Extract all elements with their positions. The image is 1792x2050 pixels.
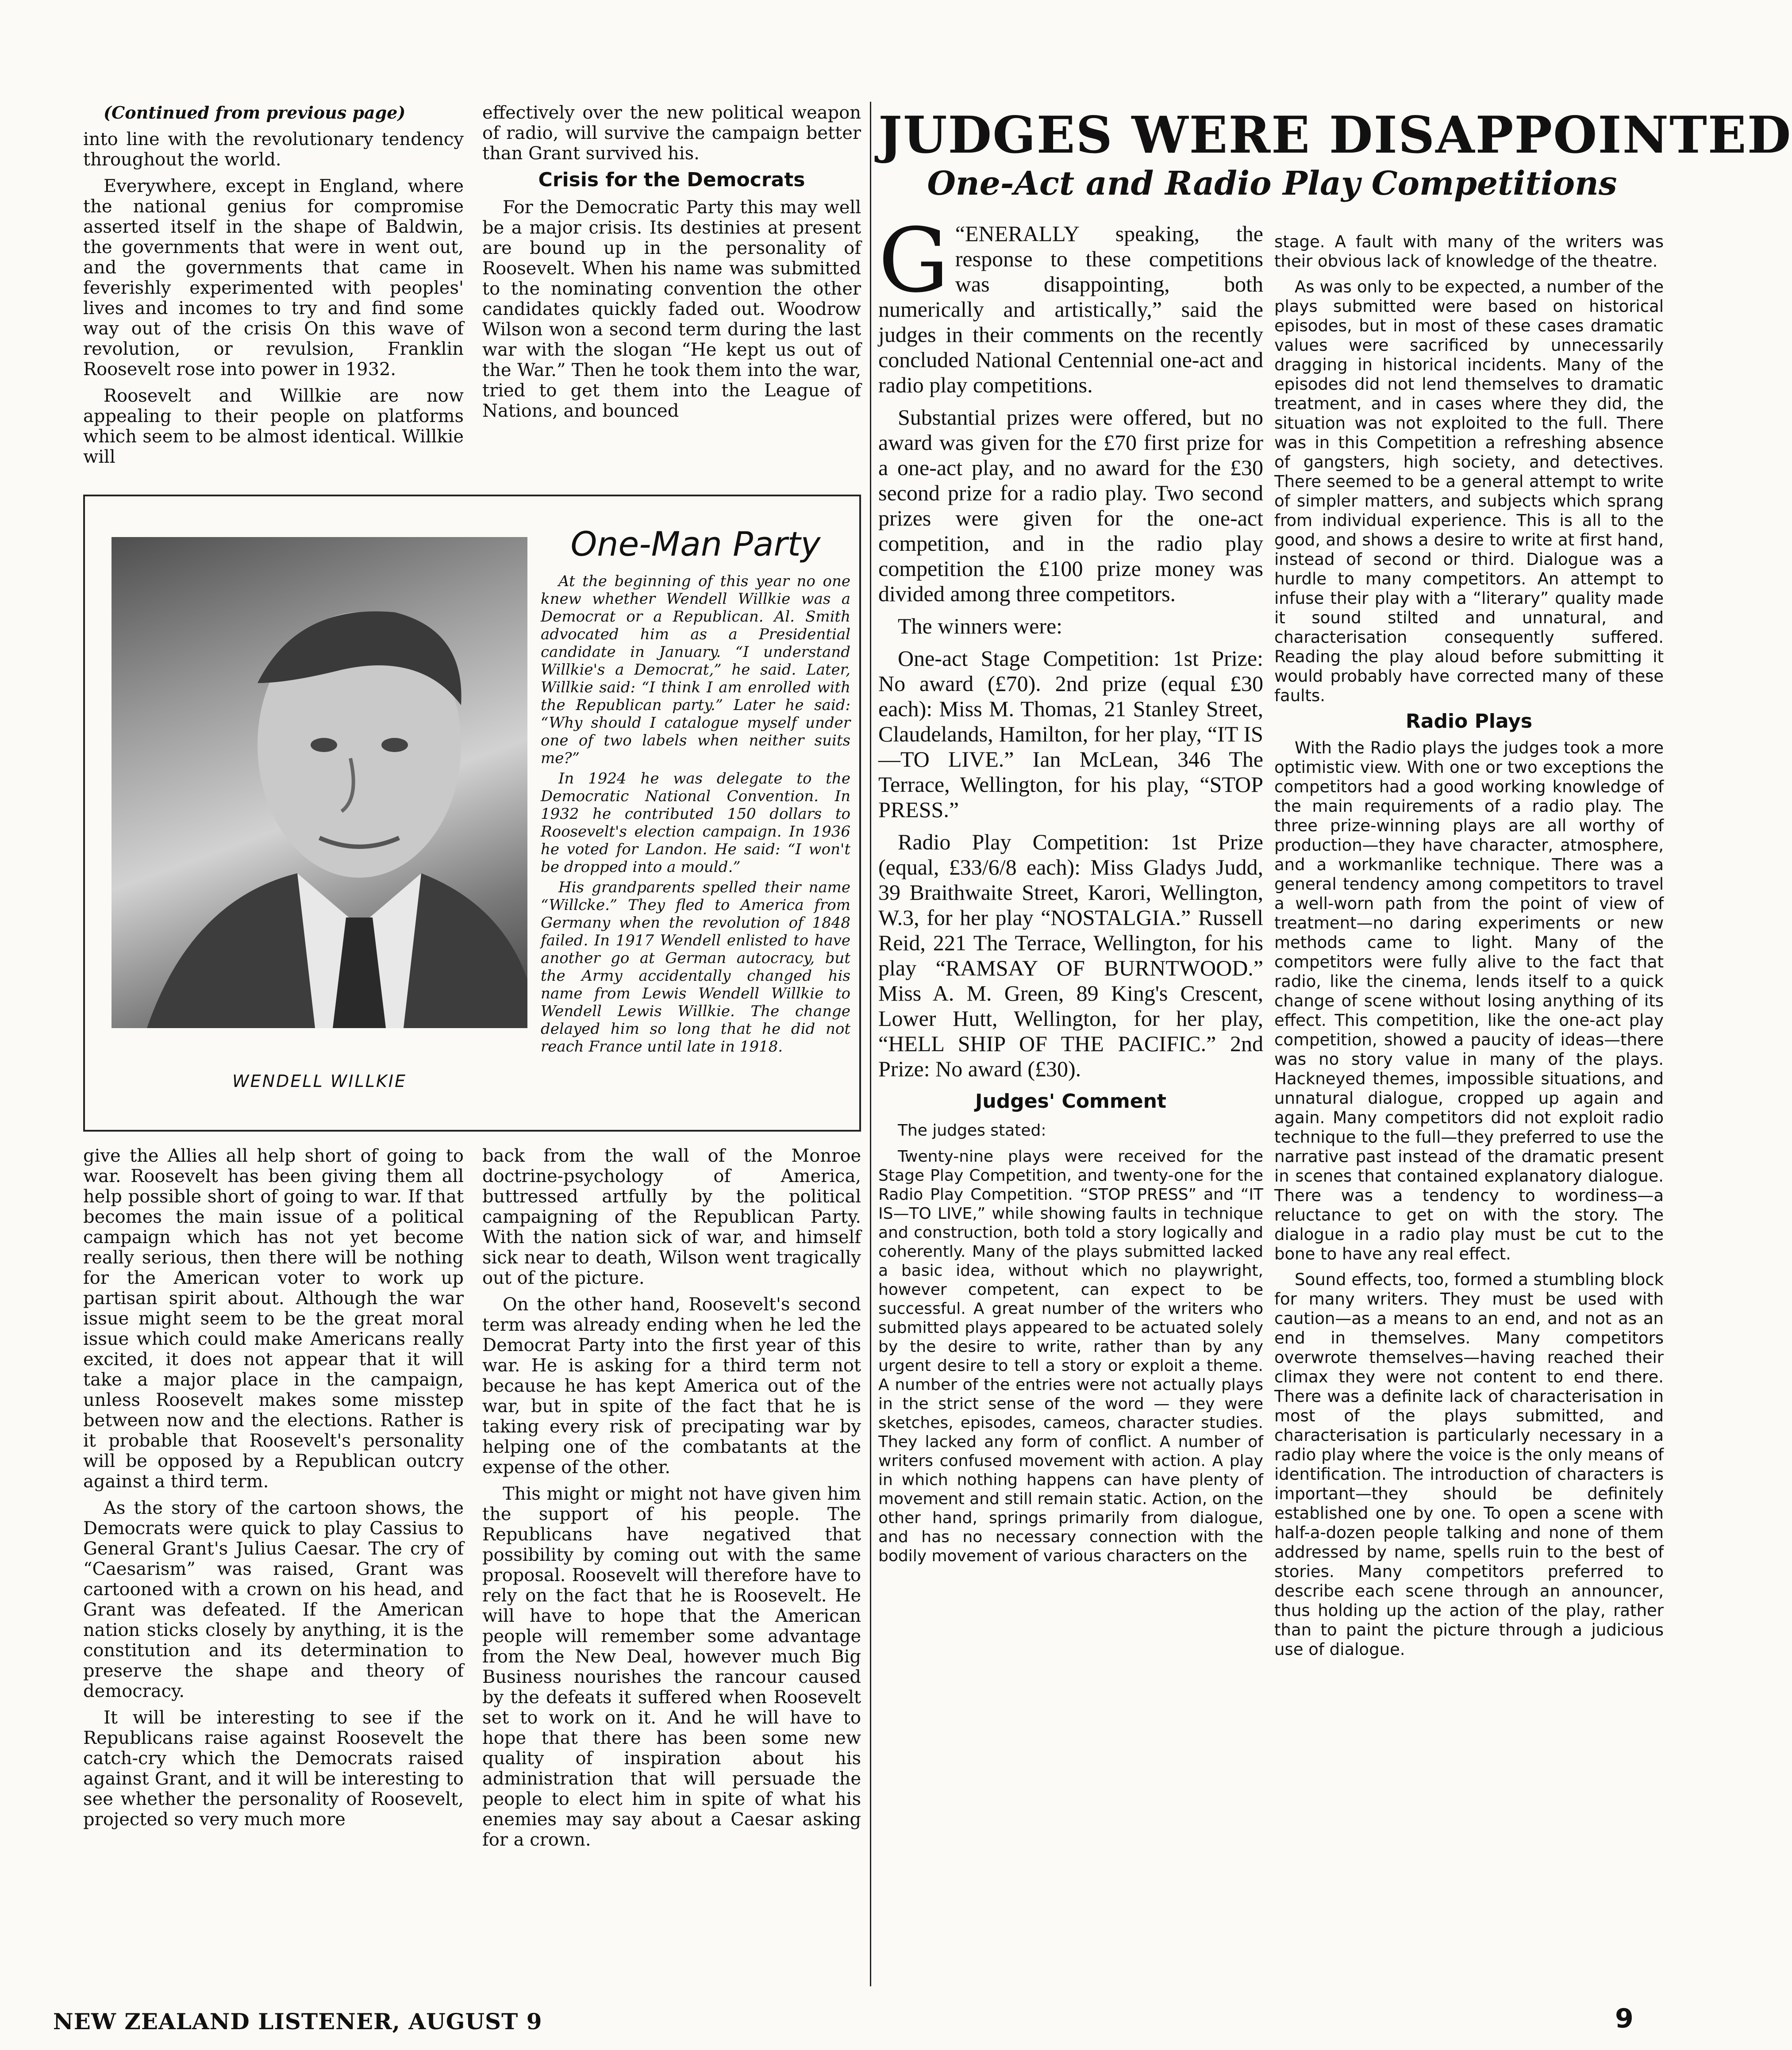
- box-title: One-Man Party: [570, 524, 821, 564]
- column-3: [878, 209, 1263, 1573]
- column-2-top: [482, 103, 861, 427]
- right-para-1: stage. A fault with many of the writers was their obvious lack of knowledge of the theatre.: [1274, 232, 1664, 271]
- one-man-party-box: [83, 495, 861, 1132]
- radio-para-2: Sound effects, too, formed a stumbling block for many writers. They must be used with caution—as a means to an end, and not as an end in themselves. Many competitors overwrote themselves—having reached their climax they were not content to end there. There was a definite lack of characterisation in most of the plays submitted, and characterisation is particularly necessary in a radio play where the voice is the only means of identification. The introduction of characters is important—they should be definitely established one by one. To open a scene with half-a-dozen people talking and none of them addressed by name, spells ruin to the best of stories. Many competitors preferred to describe each scene through an announcer, thus holding up the action of the play, rather than to paint the picture through a judicious use of dialogue.: [1274, 1270, 1664, 1659]
- article-subheadline: One-Act and Radio Play Competitions: [927, 165, 1617, 203]
- publication-footer: NEW ZEALAND LISTENER, AUGUST 9: [53, 2008, 542, 2035]
- portrait-illustration: [112, 537, 527, 1028]
- judges-comment-heading: Judges' Comment: [975, 1090, 1166, 1113]
- column-2-bottom: [482, 1146, 861, 1856]
- box-para-1: At the beginning of this year no one knew whether Wendell Willkie was a Democrat or a Republican. Al. Smith advocated him as a Presidential candidate in January. “I understand Willkie's a Democrat,” he said. Later, Willkie said: “I think I am enrolled with the Republican party.” Later he said: “Why should I catalogue myself under one of two labels when neither suits me?”: [541, 572, 850, 767]
- article-lead-text: ENERALLY speaking, the response to these competitions was disappointing, both numerically and artistically,” said the judges in their comments on the recently concluded National Centennial one-act and radio play competitions.: [878, 221, 1263, 397]
- judges-comment-body: [878, 1121, 1263, 1566]
- comment-para-2: Twenty-nine plays were received for the Stage Play Competition, and twenty-one for the Radio Play Competition. “STOP PRESS” and “IT IS—TO LIVE,” while showing faults in technique and construction, both told a story logically and coherently. Many of the plays submitted lacked a basic idea, without which no playwright, however competent, can expect to be successful. A great number of the writers who submitted plays appeared to be actuated solely by the desire to write, rather than by any urgent desire to tell a story or exploit a theme. A number of the entries were not actually plays in the strict sense of the word — they were sketches, episodes, cameos, character studies. They lacked any form of conflict. A number of writers confused movement with action. A play in which nothing happens can have plenty of movement and still remain static. Action, on the other hand, springs primarily from dialogue, and has no necessary connection with the bodily movement of various characters on the: [878, 1148, 1263, 1565]
- box-para-3: His grandparents spelled their name “Willcke.” They fled to America from Germany when the revolution of 1848 failed. In 1917 Wendell enlisted to have another go at German autocracy, but the Army accidentally changed his name from Lewis Wendell Willkie to Wendell Lewis Willkie. The change delayed him so long that he did not reach France until late in 1918.: [541, 879, 850, 1056]
- col1-bottom-para-1: give the Allies all help short of going to war. Roosevelt has been giving them all help possible short of going to war. If that becomes the main issue of a political campaign which has not yet become really serious, then there will be nothing for the American voter to work up partisan spirit about. Although the war issue might seem to be the great moral issue which could make Americans really excited, it does not appear that it will take a major place in the campaign, unless Roosevelt makes some misstep between now and the elections. Rather is it probable that Roosevelt's personality will be opposed by a Republican outcry against a third term.: [83, 1146, 464, 1492]
- col1-bottom-para-2: As the story of the cartoon shows, the Democrats were quick to play Cassius to General Grant's Julius Caesar. The cry of “Caesarism” was raised, Grant was cartooned with a crown on his head, and Grant was defeated. If the American nation sticks closely by anything, it is the constitution and its determination to preserve the shape and theory of democracy.: [83, 1498, 464, 1701]
- section-heading-crisis: Crisis for the Democrats: [538, 169, 805, 191]
- col2-bottom-para-1: back from the wall of the Monroe doctrine-psychology of America, buttressed artfully by the political campaigning of the Republican Party. With the nation sick of war, and himself sick near to death, Wilson went tragically out of the picture.: [482, 1146, 861, 1288]
- column-1-top: [83, 103, 464, 473]
- open-quote: “: [955, 221, 965, 246]
- article-para-2: Substantial prizes were offered, but no award was given for the £70 first prize for a one-act play, and no award for the £30 second prize for a radio play. Two second prizes were given for the one-act competition, and in the radio play competition the £100 prize money was divided among three competitors.: [878, 405, 1263, 606]
- col1-bottom-para-3: It will be interesting to see if the Republicans raise against Roosevelt the catch-cry which the Democrats raised against Grant, and it will be interesting to see whether the personality of Roosevelt, projected so very much more: [83, 1708, 464, 1830]
- box-text: [541, 572, 850, 1058]
- winners-radio: Radio Play Competition: 1st Prize (equal, £33/6/8 each): Miss Gladys Judd, 39 Braithwaite Street, Karori, Wellington, W.3, for her play “NOSTALGIA.” Russell Reid, 221 The Terrace, Wellington, for his play “RAMSAY OF BURNTWOOD.” Miss A. M. Green, 89 King's Crescent, Lower Hutt, Wellington, for her play, “HELL SHIP OF THE PACIFIC.” 2nd Prize: No award (£30).: [878, 829, 1263, 1081]
- column-1-bottom: [83, 1146, 464, 1836]
- right-para-2: As was only to be expected, a number of the plays submitted were based on historical episodes, but in most of these cases dramatic values were sacrificed by unnecessarily dragging in historical incidents. Many of the episodes did not lend themselves to dramatic treatment, and in cases where they did, the situation was not exploited to the full. There was in this Competition a refreshing absence of gangsters, high society, and detectives. There seemed to be a general attempt to write of simpler matters, and subjects which sprang from individual experience. This is all to the good, and shows a desire to write at first hand, instead of second or third. Dialogue was a hurdle to many competitors. An attempt to infuse their play with a “literary” quality made it sound stilted and unnatural, and characterisation consequently suffered. Reading the play aloud before submitting it would probably have corrected many of these faults.: [1274, 277, 1664, 705]
- col2-top-lead: effectively over the new political weapon of radio, will survive the campaign better than Grant survived his.: [482, 103, 861, 164]
- article-headline: JUDGES WERE DISAPPOINTED: [878, 105, 1792, 165]
- col2-top-para: For the Democratic Party this may well be a major crisis. Its destinies at present are bound up in the personality of Roosevelt. When his name was submitted to the nominating convention the other candidates quickly faded out. Woodrow Wilson won a second term during the last war with the slogan “He kept us out of the War.” Then he took them into the war, tried to get them into the League of Nations, and bounced: [482, 197, 861, 421]
- willkie-portrait-photo: [112, 537, 527, 1028]
- column-4: [1274, 232, 1664, 1666]
- comment-para-1: The judges stated:: [898, 1121, 1046, 1140]
- continued-note: (Continued from previous page): [104, 103, 406, 123]
- article-lead: [878, 209, 1263, 398]
- page-number: 9: [1615, 2003, 1634, 2034]
- drop-cap: G: [878, 209, 949, 312]
- radio-plays-heading: Radio Plays: [1405, 710, 1533, 733]
- col2-bottom-para-2: On the other hand, Roosevelt's second term was already ending when he led the Democrat Party into the first year of this war. He is asking for a third term not because he has kept America out of the war, but in spite of the fact that he is taking every risk of precipating war by helping one of the combatants at the expense of the other.: [482, 1294, 861, 1478]
- col1-top-para-3: Roosevelt and Willkie are now appealing to their people on platforms which seem to be almost identical. Willkie will: [83, 386, 464, 467]
- col1-top-para-2: Everywhere, except in England, where the national genius for compromise asserted itself in the shape of Baldwin, the governments that were in went out, and the governments that came in feverishly experimented with peoples' lives and incomes to try and find some way out of the crisis On this wave of revolution, or revulsion, Franklin Roosevelt rose into power in 1932.: [83, 176, 464, 380]
- winners-heading: The winners were:: [898, 614, 1063, 638]
- box-para-2: In 1924 he was delegate to the Democratic National Convention. In 1932 he contributed 150 dollars to Roosevelt's election campaign. In 1936 he voted for Landon. He said: “I won't be dropped into a mould.”: [541, 770, 850, 876]
- col1-top-para-1: into line with the revolutionary tendency throughout the world.: [83, 129, 464, 170]
- winners-stage: One-act Stage Competition: 1st Prize: No award (£70). 2nd prize (equal £30 each): Miss M. Thomas, 21 Stanley Street, Claudelands, Hamilton, for her play, “IT IS—TO LIVE.” Ian McLean, 346 The Terrace, Wellington, for his play, “STOP PRESS.”: [878, 646, 1263, 822]
- photo-caption: WENDELL WILLKIE: [232, 1071, 407, 1091]
- radio-para-1: With the Radio plays the judges took a more optimistic view. With one or two exceptions the competitors had a good working knowledge of the main requirements of a radio play. The three prize-winning plays are all worthy of production—they have character, atmosphere, and a workmanlike technique. There was a general tendency among competitors to travel a well-worn path from the point of view of treatment—no daring experiments or new methods came to light. Many of the competitors were fully alive to the fact that radio, like the cinema, lends itself to a quick change of scene without losing anything of its effect. This competition, like the one-act play competition, showed a paucity of ideas—there was no story value in many of the plays. Hackneyed themes, impossible situations, and unnatural dialogue, cropped up again and again. Many competitors did not exploit radio technique to the full—they preferred to use the narrative past instead of the dramatic present in scenes that contained explanatory dialogue. There was a tendency to wordiness—a reluctance to get on with the story. The dialogue in a radio play must be cut to the bone to have any real effect.: [1274, 738, 1664, 1263]
- column-divider: [870, 102, 871, 1986]
- col2-bottom-para-3: This might or might not have given him the support of his people. The Republicans have negatived that possibility by coming out with the same proposal. Roosevelt will therefore have to rely on the fact that he is Roosevelt. He will have to hope that the American people will remember some advantage from the New Deal, however much Big Business nourishes the rancour caused by the defeats it suffered when Roosevelt set to work on it. And he will have to hope that there has been some new quality of inspiration about his administration that will persuade the people to elect him in spite of what his enemies may say about a Caesar asking for a crown.: [482, 1484, 861, 1850]
